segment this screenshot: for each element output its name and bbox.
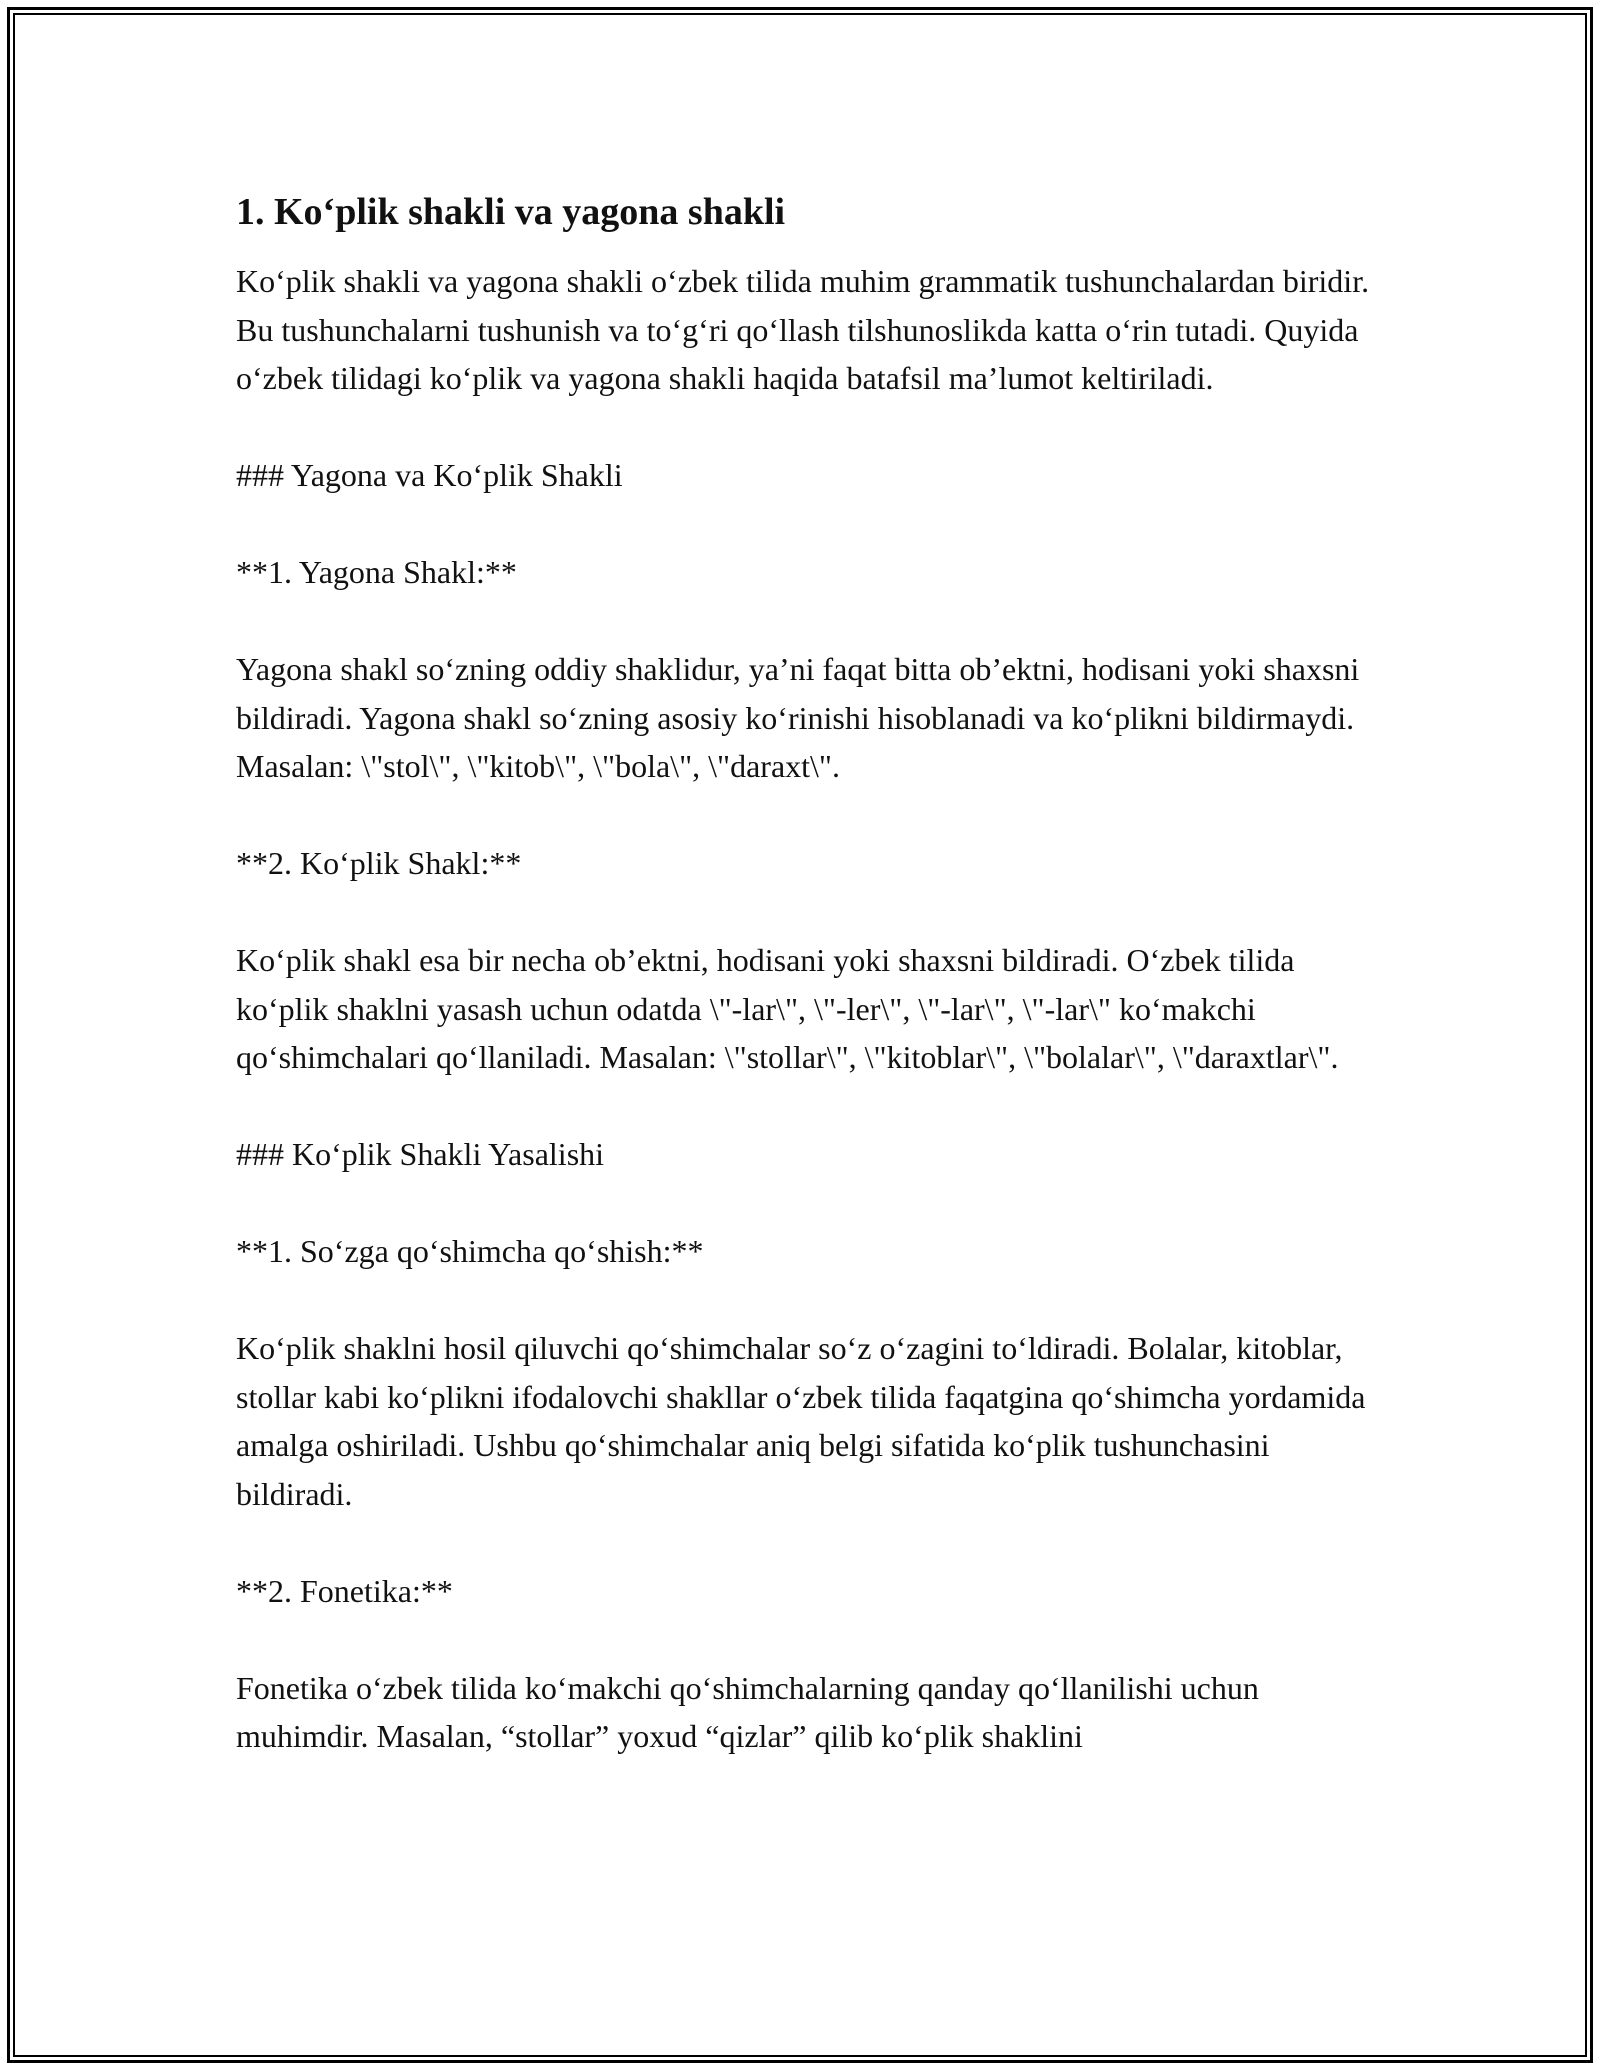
item-qoshimcha-label: **1. Soʻzga qoʻshimcha qoʻshish:** [236, 1233, 704, 1269]
yagona-shakl-paragraph: Yagona shakl soʻzning oddiy shaklidur, yaʼni faqat bitta obʼektni, hodisani yoki shaxsni bildiradi. Yagona shakl soʻzning asosiy koʻrinishi hisoblanadi va koʻplikni bildirmaydi. Masalan: \"stol\", \"kitob\", \"bola\", \"daraxt\". [236, 651, 1360, 784]
subheading-yagona-va-koplik: ### Yagona va Koʻplik Shakli [236, 457, 623, 493]
koplik-shakl-paragraph: Koʻplik shakl esa bir necha obʼektni, hodisani yoki shaxsni bildiradi. Oʻzbek tilida koʻplik shaklni yasash uchun odatda \"-lar\", \"-ler\", \"-lar\", \"-lar\" koʻmakchi qoʻshimchalari qoʻllaniladi. Masalan: \"stollar\", \"kitoblar\", \"bolalar\", \"daraxtlar\". [236, 942, 1339, 1075]
fonetika-paragraph: Fonetika oʻzbek tilida koʻmakchi qoʻshimchalarning qanday qoʻllanilishi uchun muhimdir. Masalan, “stollar” yoxud “qizlar” qilib koʻplik shaklini [236, 1669, 1259, 1754]
intro-paragraph: Koʻplik shakli va yagona shakli oʻzbek tilida muhim grammatik tushunchalardan biridir. Bu tushunchalarni tushunish va toʻgʻri qoʻllash tilshunoslikda katta oʻrin tutadi. Quyida oʻzbek tilidagi koʻplik va yagona shakli haqida batafsil maʼlumot keltiriladi. [236, 263, 1370, 396]
item-yagona-shakl-label: **1. Yagona Shakl:** [236, 554, 517, 590]
subheading-koplik-yasalishi: ### Koʻplik Shakli Yasalishi [236, 1136, 605, 1172]
qoshimcha-paragraph: Koʻplik shaklni hosil qiluvchi qoʻshimchalar soʻz oʻzagini toʻldiradi. Bolalar, kitoblar, stollar kabi koʻplikni ifodalovchi shakllar oʻzbek tilida faqatgina qoʻshimcha yordamida amalga oshiriladi. Ushbu qoʻshimchalar aniq belgi sifatida koʻplik tushunchasini bildiradi. [236, 1330, 1366, 1512]
section-heading: 1. Koʻplik shakli va yagona shakli [236, 191, 786, 233]
document-body [236, 188, 1376, 1809]
item-fonetika-label: **2. Fonetika:** [236, 1572, 453, 1609]
item-koplik-shakl-label: **2. Koʻplik Shakl:** [236, 845, 522, 881]
